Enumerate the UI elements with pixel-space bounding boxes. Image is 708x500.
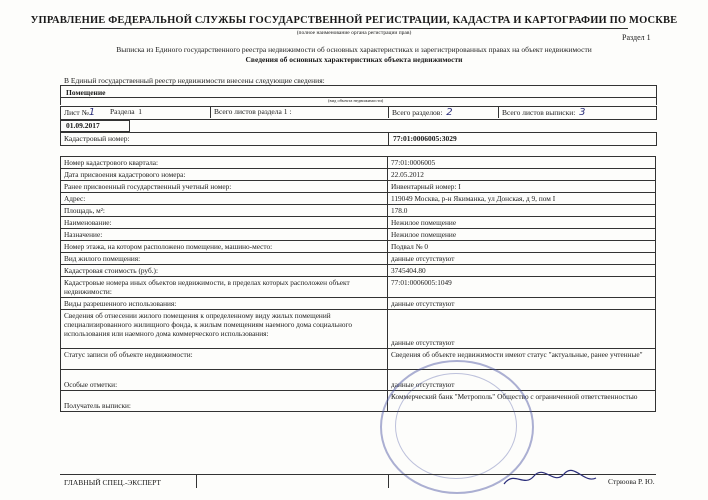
row-label: Вид жилого помещения: (61, 253, 388, 265)
row-label: Площадь, м²: (61, 205, 388, 217)
row-value: Нежилое помещение (388, 229, 656, 241)
table-row (61, 181, 656, 193)
row-label: Номер этажа, на котором расположено помещение, машино-место: (61, 241, 388, 253)
table-row (61, 193, 656, 205)
sheet-divider (498, 106, 499, 118)
total-section-sheets-cell (214, 107, 291, 116)
table-row (61, 265, 656, 277)
total-section-sheets-value: 1 : (283, 107, 292, 116)
table-row (61, 241, 656, 253)
section-number-value: 1 (138, 107, 143, 116)
row-label: Наименование: (61, 217, 388, 229)
total-sections-value: 2 (446, 107, 453, 118)
table-row (61, 169, 656, 181)
row-value: 22.05.2012 (388, 169, 656, 181)
total-sections-label: Всего разделов: (392, 108, 443, 117)
table-row (61, 349, 656, 370)
section-number-cell (110, 107, 142, 116)
row-label: Кадастровая стоимость (руб.): (61, 265, 388, 277)
table-row (61, 298, 656, 310)
footer-divider (388, 474, 389, 488)
cadastral-divider (388, 132, 389, 145)
title-underline (80, 28, 628, 29)
row-value: данные отсутствуют (388, 298, 656, 310)
object-type-caption: (вид объекта недвижимости) (328, 98, 384, 103)
signature (500, 466, 600, 492)
cadastral-row (60, 132, 657, 146)
sheet-divider (210, 106, 211, 118)
official-stamp-inner (395, 373, 517, 479)
row-value: Подвал № 0 (388, 241, 656, 253)
table-row (61, 370, 656, 391)
row-label: Номер кадастрового квартала: (61, 157, 388, 169)
row-label: Ранее присвоенный государственный учетный номер: (61, 181, 388, 193)
row-value: Сведения об объекте недвижимости имеют статус "актуальные, ранее учтенные" (388, 349, 656, 370)
signer-position: ГЛАВНЫЙ СПЕЦ.-ЭКСПЕРТ (64, 478, 161, 487)
row-label: Сведения об отнесении жилого помещения к определенному виду жилых помещений специализированного жилищного фонда, к жилым помещениям наемного дома социального использования или наемного дома коммерческого использования: (61, 310, 388, 349)
row-label: Виды разрешенного использования: (61, 298, 388, 310)
footer-divider (196, 474, 197, 488)
row-value: данные отсутствуют (388, 370, 656, 391)
characteristics-table (60, 156, 656, 412)
table-row (61, 157, 656, 169)
signer-name: Стрюова Р. Ю. (608, 477, 655, 486)
title-caption: (полное наименование органа регистрации прав) (296, 30, 412, 36)
table-row (61, 253, 656, 265)
table-row (61, 277, 656, 298)
cadastral-number: 77:01:0006005:3029 (393, 134, 457, 143)
row-label: Кадастровые номера иных объектов недвижимости, в пределах которых расположен объект недвижимости: (61, 277, 388, 298)
row-value: Нежилое помещение (388, 217, 656, 229)
total-sections-cell (392, 107, 453, 118)
table-row (61, 391, 656, 412)
row-value: 178.0 (388, 205, 656, 217)
total-sheets-label: Всего листов выписки: (502, 108, 576, 117)
extract-heading: Выписка из Единого государственного реестра недвижимости об основных характеристиках и зарегистрированных правах на объект недвижимости (116, 45, 592, 54)
row-value: Коммерческий банк "Метрополь" Общество с ограниченной ответственностью (388, 391, 656, 412)
total-section-sheets-label: Всего листов раздела (214, 107, 282, 116)
sheet-number-label: Лист № (64, 108, 89, 117)
row-label: Статус записи об объекте недвижимости: (61, 349, 388, 370)
row-value: 119049 Москва, р-н Якиманка, ул Донская, д 9, пом I (388, 193, 656, 205)
sheet-number-value: 1 (88, 107, 96, 118)
sheet-divider (388, 106, 389, 118)
row-value: 77:01:0006005 (388, 157, 656, 169)
section-number-label: Раздела (110, 107, 135, 116)
document-title: УПРАВЛЕНИЕ ФЕДЕРАЛЬНОЙ СЛУЖБЫ ГОСУДАРСТВЕННОЙ РЕГИСТРАЦИИ, КАДАСТРА И КАРТОГРАФИИ ПО МОСКВЕ (30, 15, 678, 26)
row-label: Особые отметки: (61, 370, 388, 391)
intro-text: В Единый государственный реестр недвижимости внесены следующие сведения: (64, 76, 325, 85)
row-value: 77:01:0006005:1049 (388, 277, 656, 298)
section-label: Раздел 1 (622, 33, 651, 42)
row-label: Дата присвоения кадастрового номера: (61, 169, 388, 181)
cadastral-label: Кадастровый номер: (64, 134, 130, 143)
row-value: Инвентарный номер: I (388, 181, 656, 193)
extract-date: 01.09.2017 (66, 121, 100, 130)
table-row (61, 217, 656, 229)
total-sheets-cell (502, 107, 586, 118)
table-row (61, 310, 656, 349)
row-label: Получатель выписки: (61, 391, 388, 412)
sheet-number-cell (64, 107, 95, 118)
total-sheets-value: 3 (579, 107, 586, 118)
object-type: Помещение (66, 88, 106, 97)
row-label: Адрес: (61, 193, 388, 205)
row-label: Назначение: (61, 229, 388, 241)
table-row (61, 229, 656, 241)
table-row (61, 205, 656, 217)
extract-subheading: Сведения об основных характеристиках объекта недвижимости (245, 55, 463, 64)
row-value: данные отсутствуют (388, 253, 656, 265)
row-value: 3745404.80 (388, 265, 656, 277)
row-value: данные отсутствуют (388, 310, 656, 349)
